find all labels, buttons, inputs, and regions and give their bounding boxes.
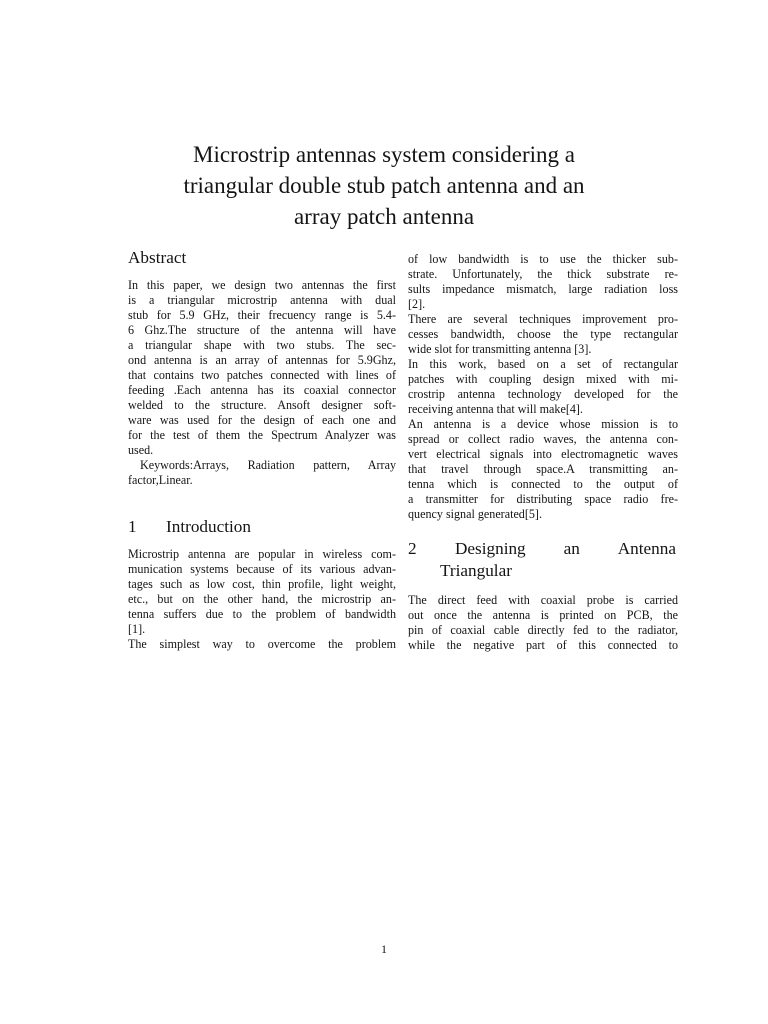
body-line: quency signal generated[5]. bbox=[408, 507, 542, 521]
abstract-line: used. bbox=[128, 443, 154, 457]
body-line: of low bandwidth is to use the thicker sub- bbox=[408, 252, 678, 266]
abstract-line: welded to the structure. Ansoft designer soft- bbox=[128, 398, 396, 412]
page-number: 1 bbox=[381, 942, 387, 956]
intro-line: munication systems because of its various advan- bbox=[128, 562, 396, 576]
body-line: spread or collect radio waves, the antenna con- bbox=[408, 432, 678, 446]
section-title-word: Designing bbox=[455, 539, 526, 558]
body-line: tenna which is connected to the output of bbox=[408, 477, 678, 491]
section-number: 2 bbox=[408, 539, 417, 558]
keywords-line: factor,Linear. bbox=[128, 473, 193, 487]
body-line: receiving antenna that will make[4]. bbox=[408, 402, 583, 416]
section-2-heading-continued: Triangular bbox=[440, 561, 512, 580]
abstract-line: ond antenna is an array of antennas for 5.9Ghz, bbox=[128, 353, 396, 367]
body-line: An antenna is a device whose mission is to bbox=[408, 417, 678, 431]
keywords-line: Keywords:Arrays, Radiation pattern, Array bbox=[140, 458, 396, 472]
section-title-word: an bbox=[563, 539, 580, 558]
intro-line: The simplest way to overcome the problem bbox=[128, 637, 396, 651]
body-line: that travel through space.A transmitting an- bbox=[408, 462, 678, 476]
body-line: There are several techniques improvement pro- bbox=[408, 312, 678, 326]
body-line: wide slot for transmitting antenna [3]. bbox=[408, 342, 592, 356]
section-2-line: out once the antenna is printed on PCB, the bbox=[408, 608, 678, 622]
body-line: In this work, based on a set of rectangular bbox=[408, 357, 678, 371]
section-2-line: pin of coaxial cable directly fed to the radiator, bbox=[408, 623, 678, 637]
section-title-word: Antenna bbox=[617, 539, 676, 558]
body-line: vert electrical signals into electromagnetic waves bbox=[408, 447, 678, 461]
abstract-line: 6 Ghz.The structure of the antenna will have bbox=[128, 323, 396, 337]
section-title: Introduction bbox=[166, 517, 251, 536]
section-1-heading bbox=[128, 516, 251, 538]
body-line: [2]. bbox=[408, 297, 426, 311]
body-line: patches with coupling design mixed with mi- bbox=[408, 372, 678, 386]
title-line: array patch antenna bbox=[293, 204, 475, 229]
abstract-line: a triangular shape with two stubs. The sec- bbox=[128, 338, 396, 352]
body-line: crostrip antenna technology developed for the bbox=[408, 387, 678, 401]
abstract-line: that contains two patches connected with lines of bbox=[128, 368, 396, 382]
body-line: cesses bandwidth, choose the type rectangular bbox=[408, 327, 678, 341]
paper-title bbox=[100, 139, 668, 232]
intro-line: etc., but on the other hand, the microstrip an- bbox=[128, 592, 396, 606]
intro-line: [1]. bbox=[128, 622, 146, 636]
section-2-line: while the negative part of this connected to bbox=[408, 638, 678, 652]
title-line: Microstrip antennas system considering a bbox=[193, 142, 575, 167]
body-line: a transmitter for distributing space radio fre- bbox=[408, 492, 678, 506]
abstract-line: ware was used for the design of each one and bbox=[128, 413, 396, 427]
section-2-heading bbox=[408, 538, 676, 560]
intro-line: tenna suffers due to the problem of bandwidth bbox=[128, 607, 396, 621]
abstract-line: is a triangular microstrip antenna with dual bbox=[128, 293, 396, 307]
section-title bbox=[455, 538, 676, 560]
section-2-line: The direct feed with coaxial probe is carried bbox=[408, 593, 678, 607]
intro-line: Microstrip antenna are popular in wireless com- bbox=[128, 547, 396, 561]
abstract-line: stub for 5.9 GHz, their frecuency range is 5.4- bbox=[128, 308, 396, 322]
intro-line: tages such as low cost, thin profile, light weight, bbox=[128, 577, 396, 591]
body-line: sults impedance mismatch, large radiation loss bbox=[408, 282, 678, 296]
abstract-line: In this paper, we design two antennas the first bbox=[128, 278, 396, 292]
title-line: triangular double stub patch antenna and an bbox=[183, 173, 585, 198]
abstract-line: for the test of them the Spectrum Analyzer was bbox=[128, 428, 396, 442]
abstract-heading: Abstract bbox=[128, 248, 187, 267]
body-line: strate. Unfortunately, the thick substrate re- bbox=[408, 267, 678, 281]
abstract-line: feeding .Each antenna has its coaxial connector bbox=[128, 383, 396, 397]
section-number: 1 bbox=[128, 517, 137, 536]
